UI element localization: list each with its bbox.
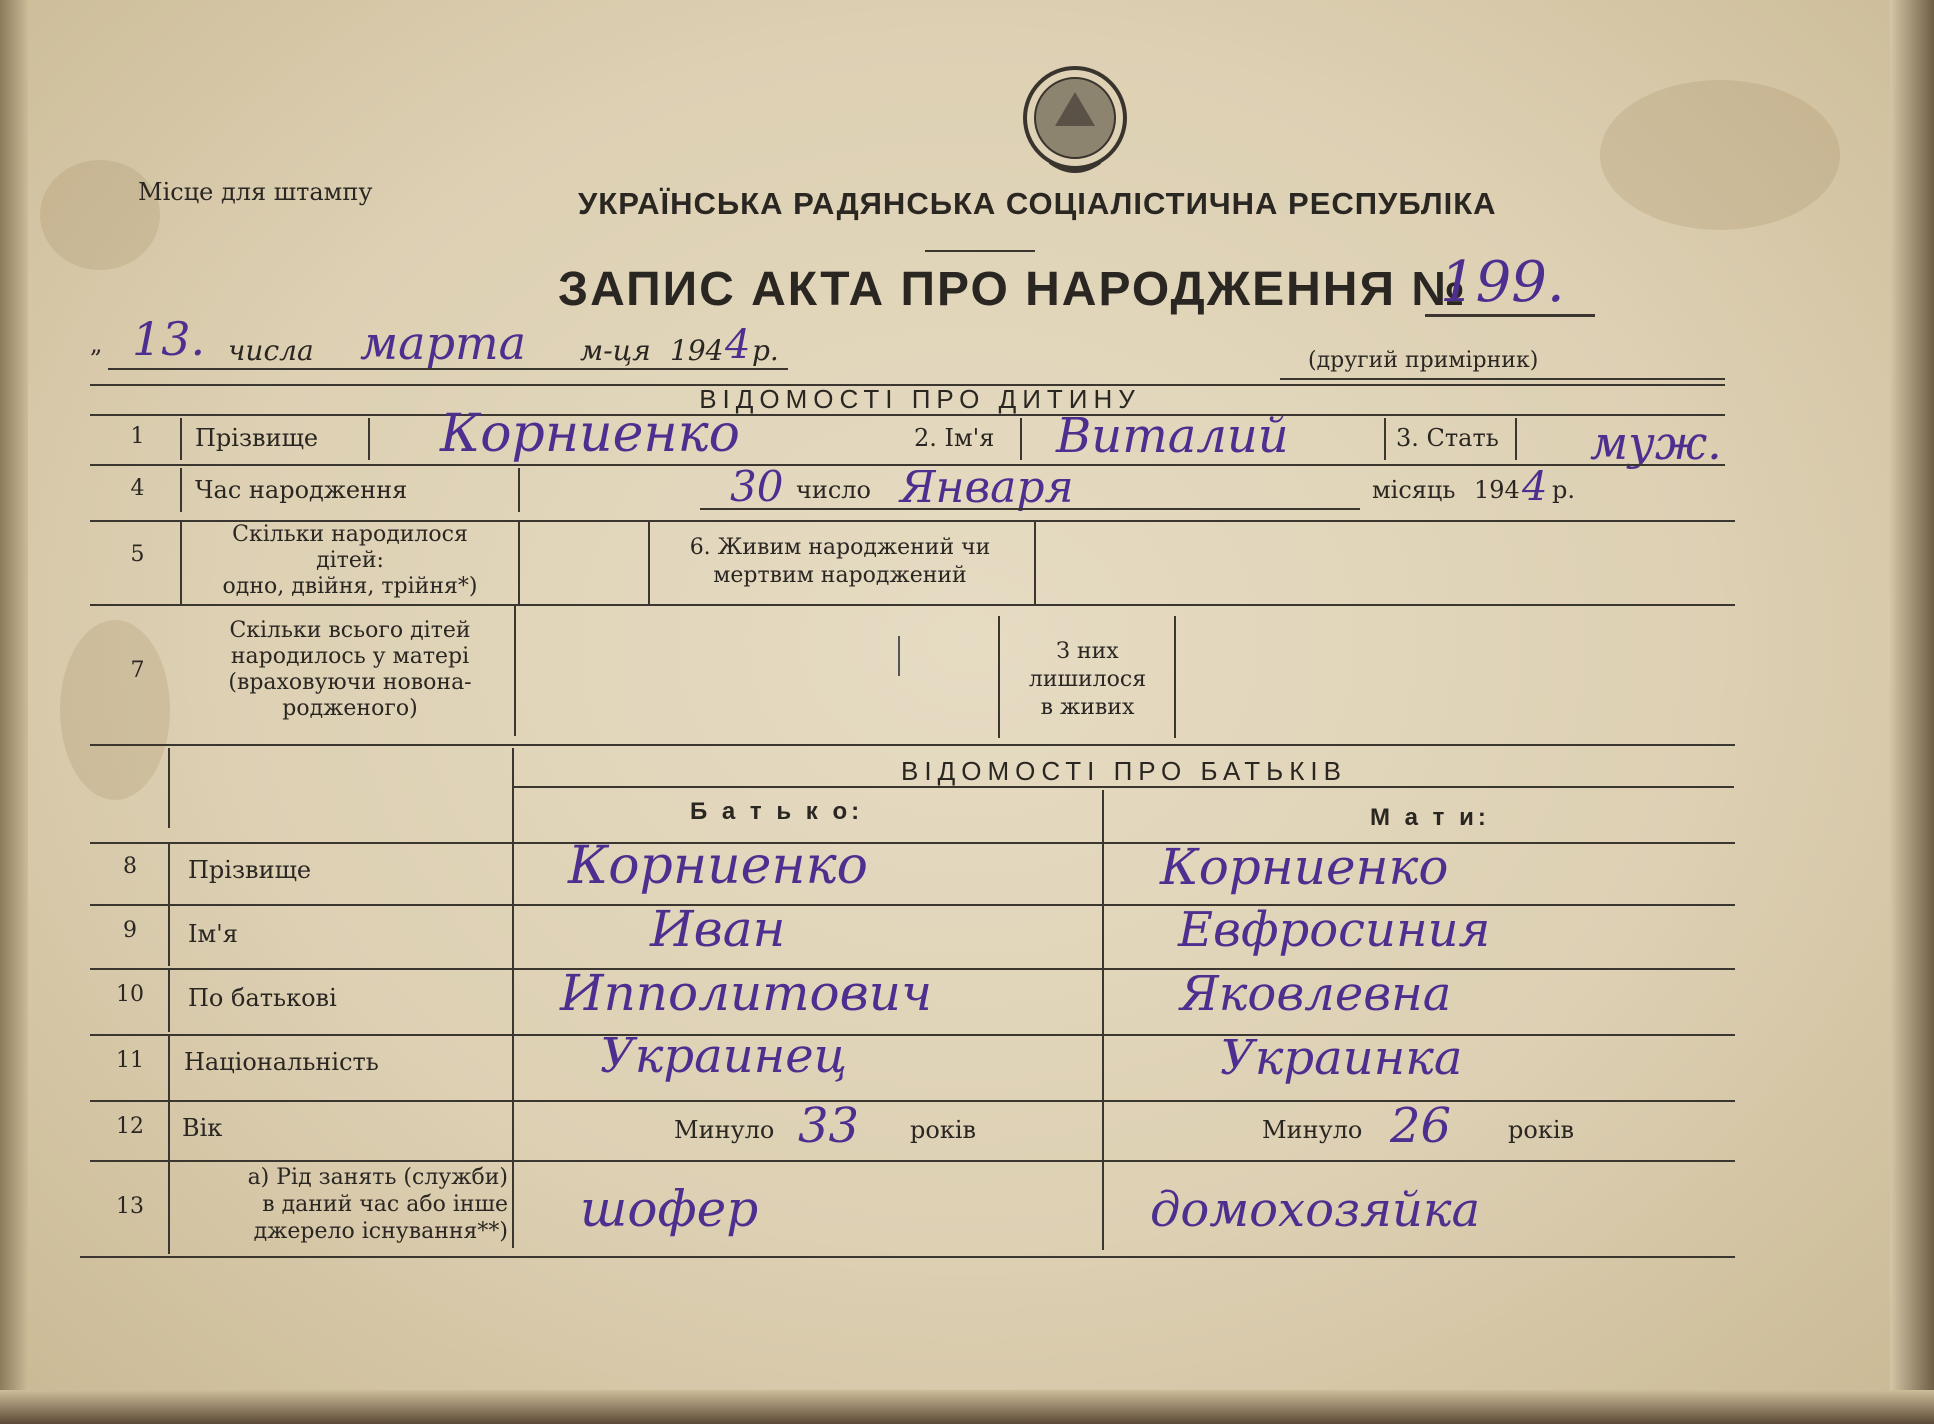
date-underline	[108, 368, 788, 370]
copy-label: (другий примірник)	[1308, 348, 1539, 373]
sex-label: 3. Стать	[1396, 424, 1499, 452]
cell-divider	[168, 1102, 170, 1162]
stamp-place-label: Місце для штампу	[138, 178, 373, 206]
label-line: Скільки народилося	[232, 522, 468, 547]
cell-divider	[514, 606, 516, 736]
cell-divider	[180, 522, 182, 604]
cell-divider	[1174, 616, 1176, 738]
cell-divider	[512, 748, 514, 1248]
record-number: 199.	[1440, 250, 1565, 315]
birth-year-digit: 4	[1522, 464, 1548, 510]
father-occupation: шофер	[580, 1180, 759, 1238]
birth-day: 30	[730, 462, 784, 511]
cell-divider	[368, 418, 370, 460]
father-nationality: Украинец	[600, 1028, 848, 1084]
ussr-emblem-icon	[1015, 62, 1135, 182]
child-name: Виталий	[1056, 408, 1289, 464]
year-prefix: 194	[670, 334, 724, 367]
table-line	[90, 1100, 1735, 1102]
record-number-underline	[1425, 314, 1595, 317]
table-line	[90, 842, 1735, 844]
label-line: одно, двійня, трійня*)	[222, 574, 478, 599]
label-line: родженого)	[282, 696, 418, 721]
table-line	[90, 414, 1725, 416]
label-line: в даний час або інше	[262, 1192, 508, 1217]
birth-time-label: Час народження	[195, 476, 408, 504]
mother-occupation: домохозяйка	[1150, 1182, 1481, 1238]
row-number: 1	[130, 424, 145, 449]
child-sex: муж.	[1590, 416, 1722, 470]
year-digit: 4	[725, 322, 751, 368]
cell-divider	[518, 522, 520, 604]
alive-count-label	[1000, 638, 1175, 722]
parent-surname-label: Прізвище	[188, 856, 312, 884]
label-line: джерело існування**)	[253, 1219, 508, 1244]
row-number: 10	[116, 982, 144, 1007]
parent-name-label: Ім'я	[188, 920, 238, 948]
label-line: мертвим народжений	[713, 563, 967, 588]
cell-divider	[180, 418, 182, 460]
father-patronymic: Ипполитович	[560, 964, 933, 1022]
mother-header: М а т и:	[1370, 804, 1490, 831]
label-line: а) Рід занять (служби)	[247, 1165, 508, 1190]
row-number: 11	[116, 1048, 144, 1073]
label-line: лишилося	[1028, 667, 1147, 692]
occupation-label	[176, 1164, 508, 1245]
cell-divider	[1515, 418, 1517, 460]
birth-day-label: число	[796, 476, 871, 504]
father-age-unit: років	[910, 1116, 976, 1144]
paper-stain	[60, 620, 170, 800]
father-name: Иван	[650, 900, 786, 958]
row-number: 5	[130, 542, 145, 567]
month-label: м-ця	[580, 334, 651, 367]
mother-age: 26	[1390, 1098, 1452, 1154]
label-line: в живих	[1040, 695, 1135, 720]
paper-stain	[1600, 80, 1840, 230]
mother-age-unit: років	[1508, 1116, 1574, 1144]
mother-name: Евфросиния	[1178, 902, 1491, 958]
table-line	[90, 744, 1735, 746]
document-title: ЗАПИС АКТА ПРО НАРОДЖЕННЯ №	[558, 263, 1467, 316]
name-label: 2. Ім'я	[914, 424, 995, 452]
patronymic-label: По батькові	[188, 984, 337, 1012]
row-number: 4	[130, 476, 145, 501]
divider	[925, 250, 1035, 252]
table-line	[90, 604, 1735, 606]
copy-underline	[1280, 378, 1725, 380]
cell-divider	[1034, 522, 1036, 604]
cell-divider	[1102, 790, 1104, 1250]
row-number: 8	[123, 854, 137, 879]
birth-year-prefix: 194	[1474, 476, 1520, 504]
mother-patronymic: Яковлевна	[1180, 966, 1452, 1022]
father-age: 33	[798, 1098, 860, 1154]
row-number: 7	[130, 658, 145, 683]
birth-month-label: місяць	[1372, 476, 1456, 504]
father-surname: Корниенко	[568, 836, 868, 896]
table-line	[90, 1160, 1735, 1162]
cell-divider	[168, 970, 170, 1032]
year-suffix: р.	[752, 334, 779, 367]
children-count-label	[185, 522, 515, 600]
child-section-title: ВІДОМОСТІ ПРО ДИТИНУ	[699, 384, 1141, 414]
birth-year-suffix: р.	[1552, 476, 1575, 504]
nationality-label: Національність	[184, 1048, 379, 1076]
row-number: 13	[116, 1194, 144, 1219]
record-month: марта	[360, 316, 527, 370]
parents-section-title: ВІДОМОСТІ ПРО БАТЬКІВ	[901, 756, 1347, 786]
label-line: 6. Живим народжений чи	[689, 535, 991, 560]
row-number: 9	[123, 918, 137, 943]
quote-mark: „	[90, 330, 103, 358]
total-children-label	[185, 618, 515, 722]
paper-stain	[40, 160, 160, 270]
label-line: З них	[1056, 639, 1119, 664]
republic-title: УКРАЇНСЬКА РАДЯНСЬКА СОЦІАЛІСТИЧНА РЕСПУБЛІКА	[578, 186, 1497, 221]
cell-divider	[1020, 418, 1022, 460]
record-day: 13.	[132, 312, 206, 366]
surname-label: Прізвище	[195, 424, 319, 452]
ink-mark	[898, 636, 900, 676]
cell-divider	[518, 468, 520, 512]
table-bottom-line	[80, 1256, 1735, 1258]
label-line: народилось у матері	[230, 644, 470, 669]
paper-right-edge	[1890, 0, 1934, 1424]
age-label: Вік	[182, 1114, 223, 1142]
label-line: Скільки всього дітей	[229, 618, 471, 643]
cell-divider	[1384, 418, 1386, 460]
paper-bottom-edge	[0, 1390, 1934, 1424]
cell-divider	[168, 906, 170, 966]
father-header: Б а т ь к о:	[690, 798, 864, 825]
mother-surname: Корниенко	[1160, 838, 1449, 896]
child-surname: Корниенко	[440, 404, 740, 464]
father-age-passed: Минуло	[674, 1116, 775, 1144]
label-line: дітей:	[316, 548, 384, 573]
day-label: числа	[228, 334, 314, 367]
mother-nationality: Украинка	[1220, 1030, 1463, 1086]
cell-divider	[180, 468, 182, 512]
birth-month: Января	[900, 462, 1074, 513]
mother-age-passed: Минуло	[1262, 1116, 1363, 1144]
birth-underline	[700, 508, 1360, 510]
label-line: (враховуючи новона-	[228, 670, 472, 695]
cell-divider	[168, 1036, 170, 1100]
table-line	[90, 1034, 1735, 1036]
alive-question-label	[650, 534, 1030, 590]
cell-divider	[168, 1162, 170, 1254]
cell-divider	[168, 844, 170, 904]
paper-left-edge	[0, 0, 28, 1424]
row-number: 12	[116, 1114, 144, 1139]
cell-divider	[168, 748, 170, 828]
